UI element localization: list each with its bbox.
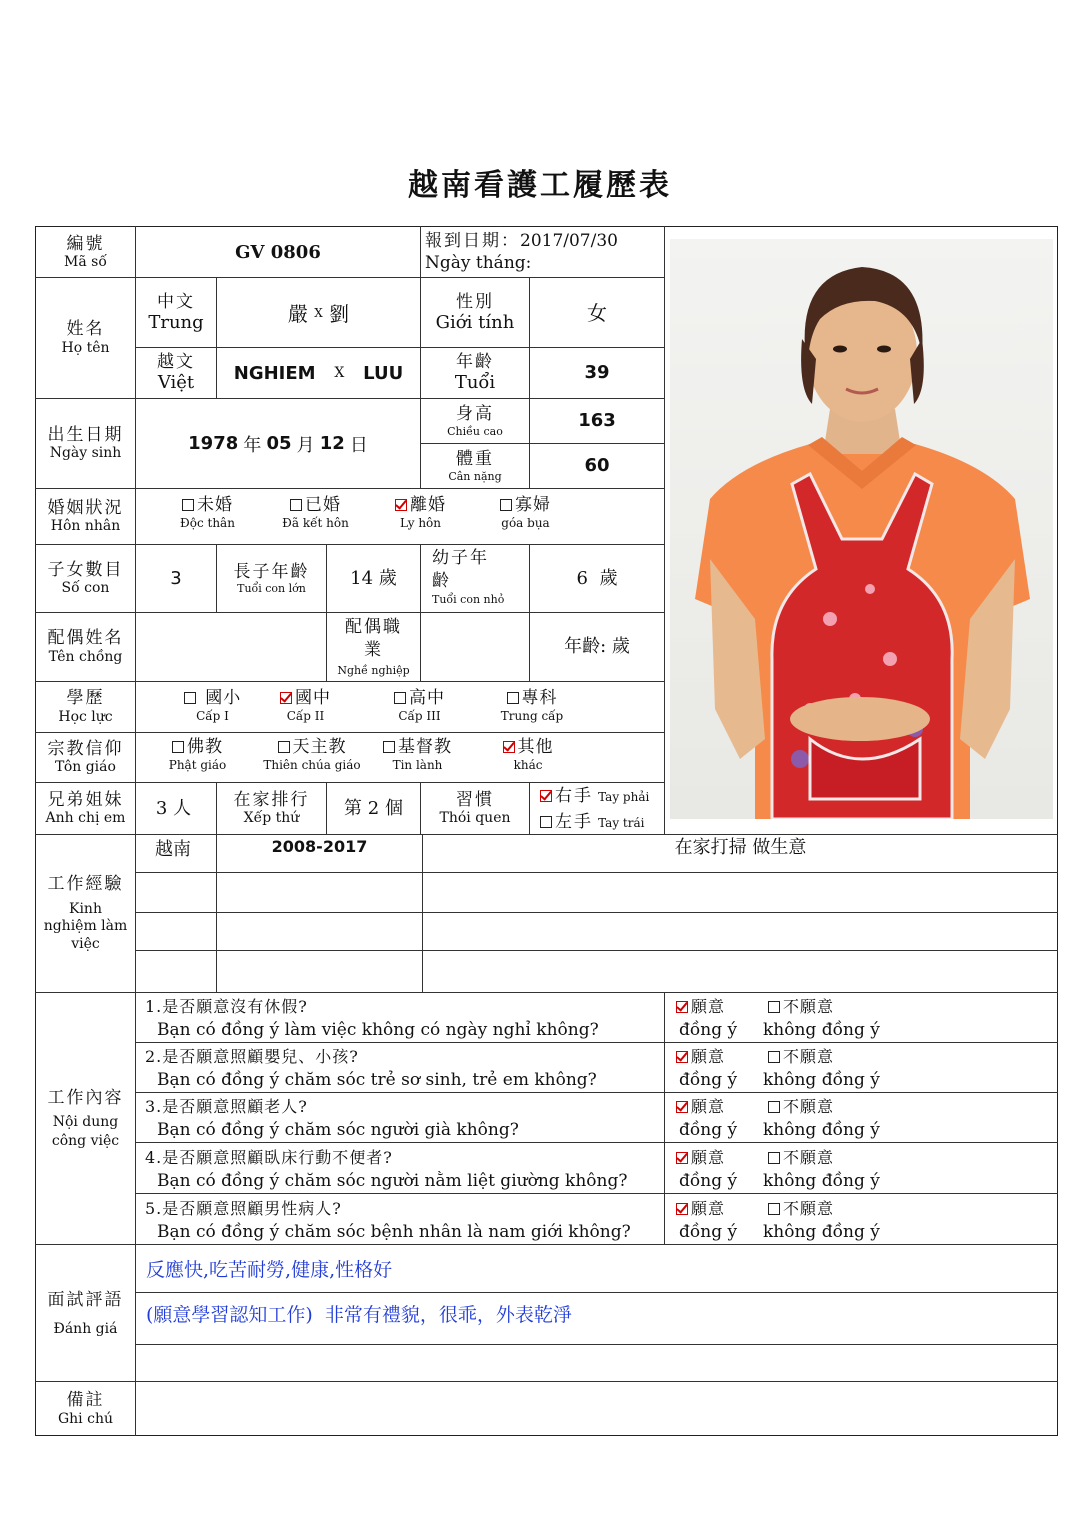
marriage-option-divorced[interactable]: 離婚 Ly hôn [373, 495, 468, 531]
education-option-senior[interactable]: 高中 Cấp III [382, 688, 457, 724]
youngest-age-label: 幼子年 齡 Tuổi con nhỏ [432, 548, 505, 606]
age-label: 年齡 Tuổi [454, 352, 496, 394]
marriage-option-married[interactable]: 已婚 Đã kết hôn [282, 495, 349, 531]
checkbox-other-checked[interactable] [503, 741, 515, 753]
religion-option-buddhism[interactable]: 佛教 Phật giáo [168, 737, 227, 773]
checkbox-catholic[interactable] [278, 741, 290, 753]
checkbox-buddhism[interactable] [172, 741, 184, 753]
evaluation-label: 面試評語 Đánh giá [47, 1289, 124, 1337]
birth-value: 1978 年 05 月 12 日 [188, 433, 368, 456]
code-value: GV 0806 [235, 241, 321, 263]
checkbox-left-hand[interactable] [540, 816, 552, 828]
birth-label: 出生日期 Ngày sinh [47, 424, 124, 462]
notes-label: 備註 Ghi chú [57, 1390, 113, 1427]
work-exp-label: 工作經驗 Kinh nghiệm làm việc [43, 873, 128, 952]
q5-yes-checked[interactable] [676, 1203, 688, 1215]
evaluation-line-1: 反應快,吃苦耐勞,健康,性格好 [146, 1259, 393, 1281]
spouse-job-label: 配偶職 業 Nghề nghiệp [337, 616, 410, 678]
name-chinese-label: 中文 Trung [148, 291, 204, 333]
q2-yes-checked[interactable] [676, 1051, 688, 1063]
age-value: 39 [584, 362, 610, 384]
height-value: 163 [578, 410, 616, 432]
q3-no[interactable] [768, 1101, 780, 1113]
youngest-age-value: 6 歲 [576, 567, 618, 589]
applicant-portrait-illustration [670, 239, 1053, 819]
q3-yes-checked[interactable] [676, 1101, 688, 1113]
checkbox-junior-checked[interactable] [280, 692, 292, 704]
education-label: 學歷 Học lực [58, 688, 113, 725]
religion-label: 宗教信仰 Tôn giáo [47, 738, 124, 776]
q5-no[interactable] [768, 1203, 780, 1215]
checkbox-christian[interactable] [383, 741, 395, 753]
name-vietnamese-label: 越文 Việt [157, 352, 195, 394]
religion-option-catholic[interactable]: 天主教 Thiên chúa giáo [263, 737, 361, 773]
handedness-right[interactable]: 右手 Tay phải [540, 784, 649, 810]
education-option-primary[interactable]: 國小 Cấp I [160, 688, 265, 724]
name-chinese-value: 嚴 X 劉 [287, 302, 350, 326]
checkbox-senior[interactable] [394, 692, 406, 704]
siblings-count: 3 人 [155, 797, 192, 819]
habit-label: 習慣 Thói quen [439, 789, 511, 827]
education-option-junior[interactable]: 國中 Cấp II [268, 688, 343, 724]
rank-label: 在家排行 Xếp thứ [233, 789, 310, 827]
q1-yes-checked[interactable] [676, 1001, 688, 1013]
education-option-vocational[interactable]: 專科 Trung cấp [500, 688, 564, 724]
evaluation-line-2: (願意學習認知工作) 非常有禮貌，很乖，外表乾淨 [146, 1304, 572, 1326]
checkbox-married[interactable] [290, 499, 302, 511]
rank-value: 第 2 個 [344, 797, 403, 819]
spouse-age: 年齡: 歲 [564, 636, 630, 658]
checkbox-widowed[interactable] [500, 499, 512, 511]
eldest-age-label: 長子年齡 Tuổi con lớn [233, 561, 310, 596]
checkbox-divorced-checked[interactable] [395, 499, 407, 511]
height-label: 身高 Chiều cao [447, 404, 503, 438]
name-vietnamese-value: NGHIEM X LUU [233, 362, 404, 384]
work-exp-period: 2008-2017 [271, 836, 368, 856]
applicant-photo [670, 239, 1053, 819]
checkbox-vocational[interactable] [507, 692, 519, 704]
gender-value: 女 [587, 300, 607, 325]
q1-no[interactable] [768, 1001, 780, 1013]
checkbox-right-hand-checked[interactable] [540, 790, 552, 802]
weight-value: 60 [584, 455, 610, 477]
marriage-option-single[interactable]: 未婚 Độc thân [180, 495, 235, 531]
checkbox-primary[interactable] [184, 692, 196, 704]
work-exp-desc: 在家打掃 做生意 [674, 837, 807, 858]
handedness-left[interactable]: 左手 Tay trái [540, 810, 649, 836]
report-date: 報到日期：2017/07/30 Ngày tháng: [425, 231, 618, 274]
page-title: 越南看護工履歷表 [408, 168, 672, 203]
children-count: 3 [170, 567, 182, 589]
q4-no[interactable] [768, 1152, 780, 1164]
siblings-label: 兄弟姐妹 Anh chị em [45, 789, 126, 827]
q4-yes-checked[interactable] [676, 1152, 688, 1164]
code-label: 編號 Mã số [64, 233, 107, 271]
name-label: 姓名 Họ tên [61, 319, 110, 356]
religion-option-other[interactable]: 其他 khác [488, 737, 568, 773]
handedness-options [540, 784, 649, 835]
marriage-label: 婚姻狀況 Hôn nhân [47, 497, 124, 535]
work-content-label: 工作內容 Nội dung công việc [47, 1088, 124, 1149]
work-exp-country: 越南 [155, 839, 191, 860]
religion-option-christian[interactable]: 基督教 Tin lành [370, 737, 465, 773]
eldest-age-value: 14 歲 [350, 567, 397, 589]
spouse-label: 配偶姓名 Tên chồng [47, 628, 124, 665]
weight-label: 體重 Cân nặng [448, 449, 502, 483]
gender-label: 性別 Giới tính [435, 291, 515, 333]
checkbox-single[interactable] [182, 499, 194, 511]
q2-no[interactable] [768, 1051, 780, 1063]
children-label: 子女數目 Số con [47, 559, 124, 597]
marriage-option-widowed[interactable]: 寡婦 góa bụa [501, 495, 551, 531]
